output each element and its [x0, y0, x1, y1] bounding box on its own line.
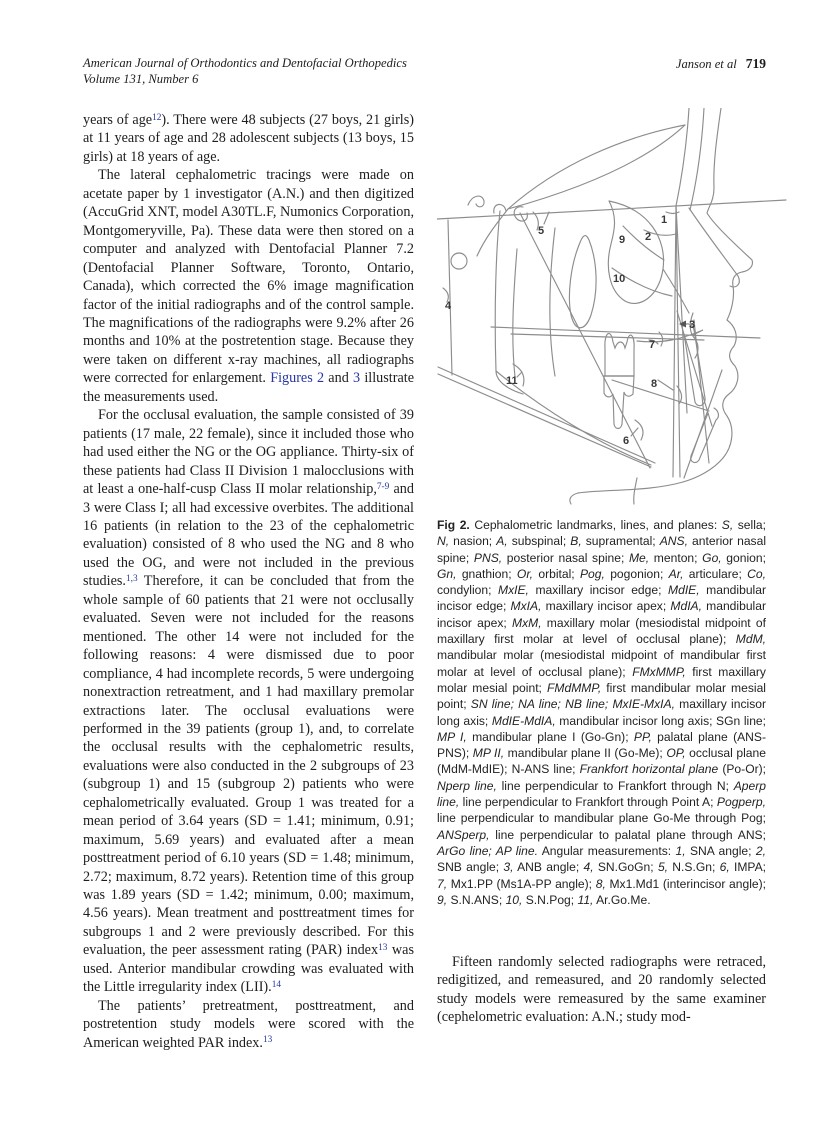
text-segment: Pogperp,: [716, 795, 766, 810]
text-segment: posterior nasal spine;: [502, 550, 629, 565]
text-segment: line perpendicular to Frankfort through N;: [496, 778, 734, 793]
text-segment: years of age: [83, 112, 153, 128]
text-segment: palatal plane (ANS-PNS);: [437, 729, 766, 761]
text-segment: 6,: [719, 860, 730, 875]
facial-profile: [683, 108, 752, 482]
text-segment: FMdMMP,: [547, 680, 602, 695]
text-segment: Angular measurements:: [537, 843, 676, 858]
text-segment: first mandibular molar mesial point;: [437, 680, 766, 712]
text-segment: 2,: [755, 843, 766, 858]
text-segment: 8,: [595, 876, 606, 891]
text-segment: PP,: [633, 729, 652, 744]
text-segment: MxIE,: [498, 583, 529, 598]
text-segment: 1,: [675, 843, 686, 858]
text-segment: maxillary molar (mesiodistal midpoint of maxillary first molar at level of occlusal plane);: [437, 615, 766, 647]
text-segment: Me,: [628, 550, 650, 565]
text-segment: SNA angle;: [685, 843, 756, 858]
text-segment: mandibular molar (mesiodistal midpoint of mandibular first molar at level of occlusal plane);: [437, 648, 766, 679]
angle-label: 7: [649, 339, 656, 351]
text-segment: sella;: [733, 518, 766, 532]
text-segment: N,: [437, 534, 450, 549]
text-segment: A,: [496, 534, 508, 549]
angle-label: 4: [445, 300, 452, 312]
text-segment: 5,: [657, 860, 669, 875]
paragraph: [437, 953, 766, 1027]
text-segment: mandibular plane I (Go-Gn);: [466, 729, 634, 744]
text-segment: The lateral cephalometric tracings were made on acetate paper by 1 investigator (A.N.) and then digitized (AccuGrid XNT, model A30TL.F, Numonics Corporation, Montgomeryville, Pa). These data were then stored on a computer and analyzed with Dentofacial Planner 7.2 (Dentofacial Planner Software, Toronto, Ontario, Canada), which corrected the 6% image magnification factor of the initial radiographs and of the control sample. The magnifications of the radiographs were 9.2% after 26 months and 10% at the postretention stage. Because they were taken on different x-ray machines, all radiographs were corrected for enlargement.: [83, 167, 414, 387]
journal-header: [83, 56, 407, 87]
text-segment: MxM,: [512, 615, 542, 630]
text-segment: S,: [721, 518, 734, 532]
text-segment: ANS,: [659, 534, 688, 549]
text-segment: FMxMMP,: [632, 664, 686, 679]
mandible-outline: [494, 204, 683, 504]
citation-link[interactable]: 13: [262, 1035, 273, 1046]
text-segment: MP I,: [437, 729, 467, 744]
citation-link[interactable]: 12: [152, 112, 162, 123]
angle-label: 9: [619, 234, 626, 246]
text-segment: menton;: [649, 550, 703, 565]
text-segment: illustrate the measurements used.: [83, 370, 414, 405]
text-segment: OP,: [666, 746, 686, 761]
text-segment: For the occlusal evaluation, the sample consisted of 39 patients (17 male, 22 female), since it included those who had used either the NG or the OG appliance. Thirty-six of these patients had Class II Division 1 malocclusions with at least a one-half-cusp Class II molar relationship,: [83, 407, 414, 498]
text-segment: Mx1.PP (Ms1A-PP angle);: [447, 876, 596, 891]
text-segment: maxillary incisor apex;: [541, 599, 671, 614]
text-segment: MxIA,: [510, 599, 542, 614]
citation-link[interactable]: 13: [378, 942, 388, 953]
text-segment: subspinal;: [507, 534, 571, 549]
text-segment: IMPA;: [729, 860, 767, 875]
text-segment: and 3 were Class I; all had excessive overbites. The additional 16 patients (in relation to the 23 of the cephalometric evaluation) consisted of 8 who used the NG and 8 who used the OG, and were not included in the previous studies.: [83, 481, 414, 590]
text-segment: line perpendicular to Frankfort through Point A;: [459, 795, 717, 810]
angle-arcs: [443, 212, 682, 440]
text-segment: Fifteen randomly selected radiographs were retraced, redigitized, and remeasured, and 20 randomly selected study models were remeasured by the same examiner (cephelometric evaluation: A.N.; study mod-: [437, 954, 766, 1026]
text-segment: Therefore, it can be concluded that from the whole sample of 60 patients that 21 were not occlusally evaluated. Seven were not included for the reasons mentioned. The other 14 were not included for the following reasons: 4 were dismissed due to poor compliance, 4 had incomplete records, 5 were undergoing nonextraction retreatment, and 1 had maxillary premolar extractions later. The occlusal evaluations were performed in the 39 patients (group 1), and, to correlate the occlusal results with the cephalometric results, evaluations were also conducted in the 2 subgroups of 23 (subgroup 1) and 15 (subgroup 2) patients who were cephalometrically evaluated. Group 1 was treated for a mean period of 3.64 years (SD = 1.41; minimum, 0.91; maximum, 5.69 years) and evaluated after a mean posttreatment period of 6.10 years (SD = 1.48; minimum, 2.72; maximum, 8.72 years). Retention time of this group was 1.89 years (SD = 1.42; minimum, 0.00; maximum, 4.56 years). Mean treatment and posttreatment times for subgroups 1 and 2 were previously described. For this evaluation, the peer assessment rating (PAR) index: [83, 573, 414, 959]
text-segment: MdIE-MdIA,: [491, 713, 556, 728]
citation-link[interactable]: Figures 2: [270, 370, 325, 387]
text-segment: Ar,: [668, 566, 684, 581]
journal-title: American Journal of Orthodontics and Dentofacial Orthopedics: [83, 56, 407, 70]
text-segment: Cephalometric landmarks, lines, and planes:: [469, 518, 722, 532]
paragraph: [83, 111, 414, 166]
text-segment: orbital;: [533, 566, 580, 581]
text-segment: Nperp line,: [437, 778, 497, 793]
text-segment: Fig 2.: [437, 518, 470, 532]
text-segment: ANSperp,: [437, 827, 490, 842]
text-segment: mandibular incisor long axis; SGn line;: [555, 713, 767, 728]
text-segment: line perpendicular to palatal plane through ANS;: [489, 827, 766, 842]
text-segment: anterior nasal spine;: [437, 534, 767, 565]
text-segment: Co,: [747, 566, 766, 581]
text-segment: was used. Anterior mandibular crowding was evaluated with the Little irregularity index (LII).: [83, 942, 414, 996]
text-segment: mandibular incisor apex;: [437, 599, 766, 630]
text-segment: condylion;: [437, 583, 498, 598]
text-segment: Ar.Go.Me.: [593, 892, 651, 907]
text-segment: SNB angle;: [437, 860, 504, 875]
text-segment: ANB angle;: [513, 860, 584, 875]
text-segment: The patients’ pretreatment, posttreatment, and postretention study models were scored with the American weighted PAR index.: [83, 997, 414, 1051]
paragraph: [83, 406, 414, 997]
volume-number: Volume 131, Number 6: [83, 71, 199, 86]
paragraph: [83, 166, 414, 406]
text-segment: gonion;: [721, 550, 766, 565]
text-segment: 9,: [437, 892, 448, 907]
citation-link[interactable]: 7-9: [376, 481, 390, 492]
text-segment: 4,: [583, 860, 594, 875]
citation-link[interactable]: 1,3: [125, 573, 138, 584]
text-segment: supramental;: [581, 534, 660, 549]
text-segment: MdM,: [735, 632, 766, 647]
citation-link[interactable]: 3: [353, 370, 361, 387]
text-segment: MdIE,: [668, 583, 700, 598]
text-segment: ArGo line; AP line.: [437, 843, 538, 858]
text-segment: S.N.Pog;: [522, 892, 578, 907]
text-segment: Aperp line,: [437, 778, 766, 810]
angle-label: 2: [645, 231, 652, 243]
text-segment: gnathion;: [456, 566, 517, 581]
text-segment: nasion;: [449, 534, 497, 549]
figure-caption: [437, 517, 766, 908]
angle-label: 6: [623, 435, 630, 447]
text-segment: 11,: [577, 892, 594, 907]
text-segment: N.S.Gn;: [668, 860, 720, 875]
text-segment: articulare;: [683, 566, 748, 581]
text-segment: line perpendicular to mandibular plane Go-Me through Pog;: [437, 811, 766, 826]
text-segment: maxillary incisor edge;: [528, 583, 669, 598]
text-segment: mandibular incisor edge;: [437, 583, 766, 614]
text-segment: and: [324, 370, 354, 387]
angle-label: 5: [538, 225, 545, 237]
text-segment: Or,: [516, 566, 534, 581]
angle-label: 10: [613, 273, 626, 285]
text-segment: Go,: [702, 550, 722, 565]
text-segment: 3,: [503, 860, 514, 875]
text-segment: MP II,: [472, 746, 505, 761]
cephalometric-tracing-figure: [437, 108, 790, 506]
text-segment: maxillary incisor long axis;: [437, 697, 766, 728]
text-segment: (Po-Or);: [718, 762, 767, 777]
text-segment: Pog,: [579, 566, 605, 581]
text-segment: MdIA,: [670, 599, 702, 614]
text-segment: mandibular plane II (Go-Me);: [504, 746, 667, 761]
paragraph: [83, 997, 414, 1052]
angle-label: 1: [661, 214, 668, 226]
text-segment: Frankfort horizontal plane: [579, 762, 719, 777]
text-segment: PNS,: [473, 550, 503, 565]
text-segment: first maxillary molar mesial point;: [437, 664, 766, 695]
text-segment: SN.GoGn;: [593, 860, 658, 875]
angle-label: 3: [689, 319, 696, 331]
page-number: 719: [745, 56, 766, 71]
text-segment: occlusal plane (MdM-MdIE); N-ANS line;: [437, 746, 766, 777]
text-segment: 7,: [437, 876, 448, 891]
citation-link[interactable]: 14: [271, 979, 281, 990]
angle-label: 11: [506, 375, 518, 387]
text-segment: S.N.ANS;: [447, 892, 506, 907]
running-authors: Janson et al: [675, 57, 737, 71]
running-head: [676, 56, 766, 72]
text-segment: Gn,: [437, 566, 457, 581]
text-segment: Mx1.Md1 (interincisor angle);: [605, 876, 766, 891]
angle-label: 8: [651, 378, 658, 390]
text-segment: ). There were 48 subjects (27 boys, 21 girls) at 11 years of age and 28 adolescent subjects (13 boys, 15 girls) at 18 years of age.: [83, 112, 414, 165]
text-segment: 10,: [505, 892, 523, 907]
right-column: [437, 953, 766, 1027]
left-column: [83, 111, 414, 1052]
text-segment: B,: [570, 534, 582, 549]
text-segment: SN line; NA line; NB line; MxIE-MxIA,: [470, 697, 675, 712]
text-segment: pogonion;: [604, 566, 669, 581]
